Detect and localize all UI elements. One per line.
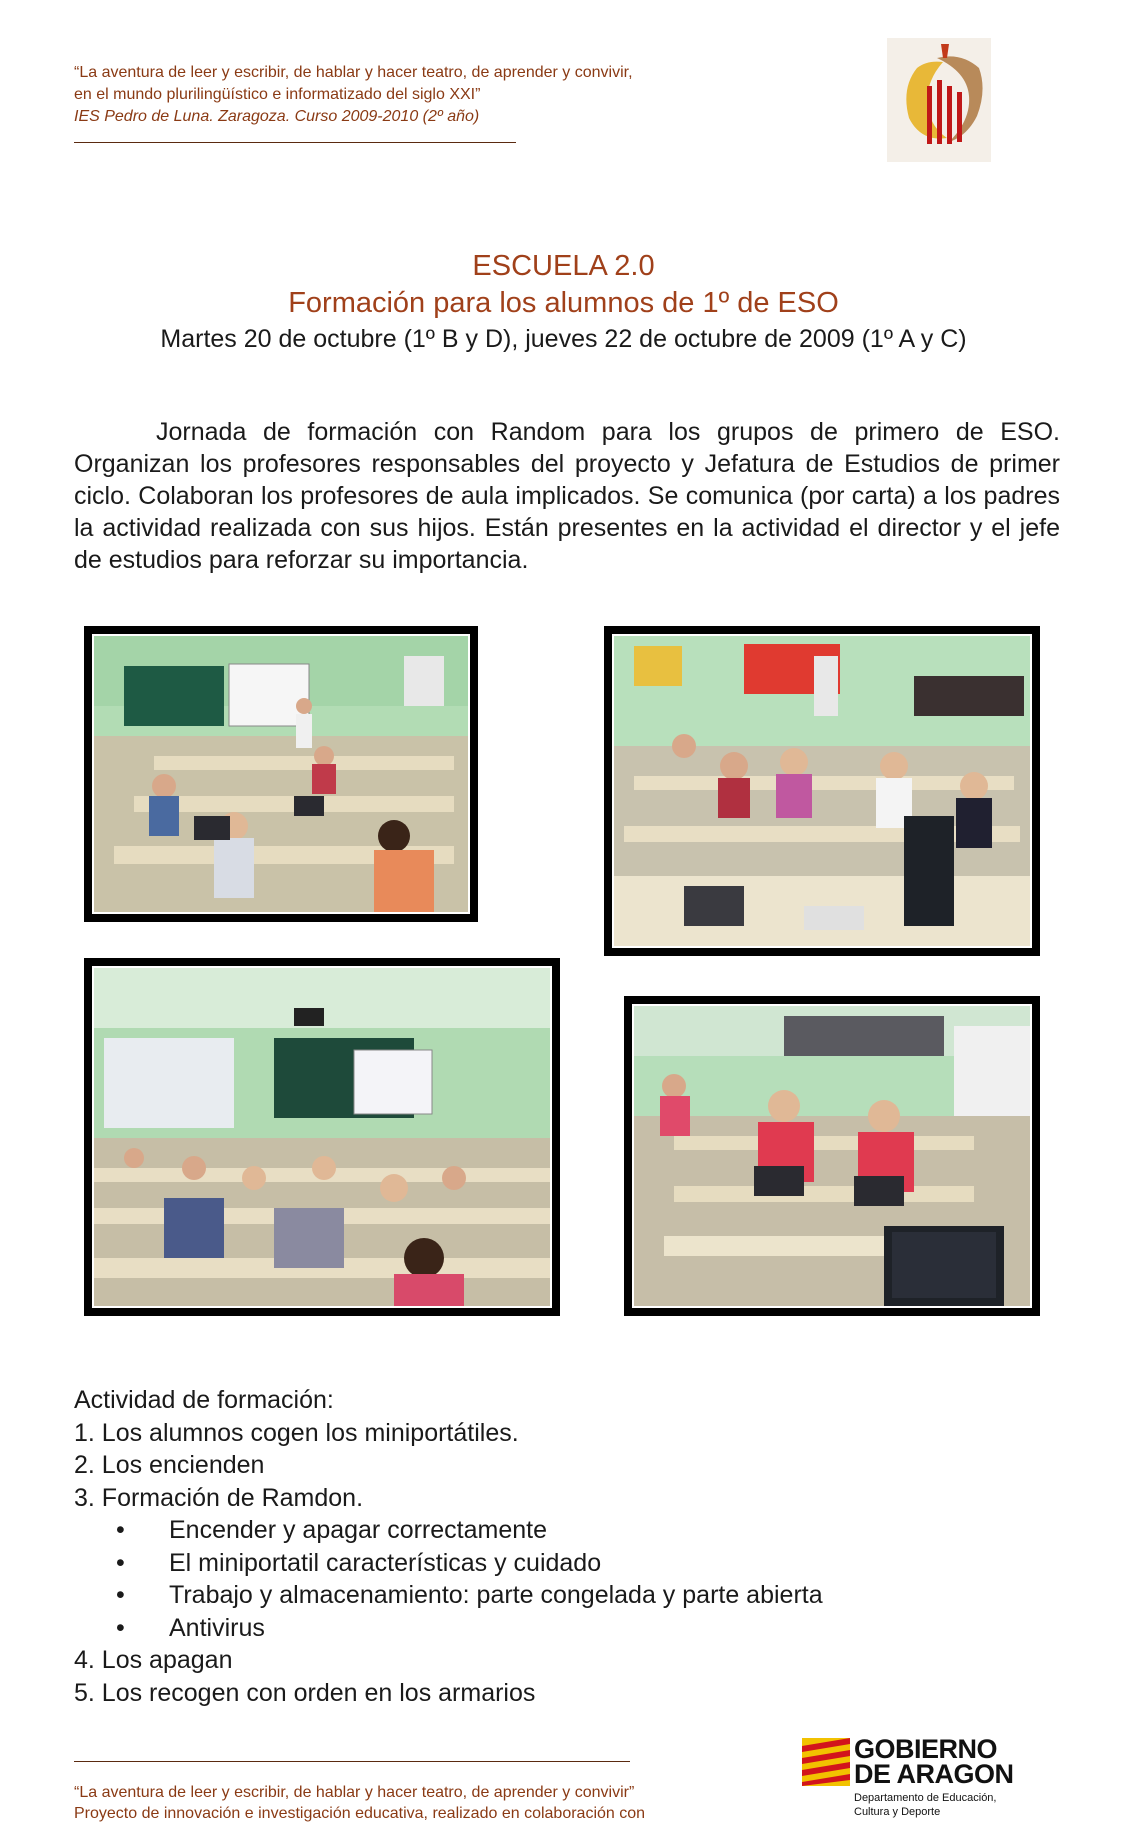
activity-heading: Actividad de formación: <box>74 1386 334 1414</box>
footer-divider <box>74 1761 630 1762</box>
activity-step-5: 5. Los recogen con orden en los armarios <box>74 1678 536 1707</box>
classroom-photo-1 <box>84 626 478 922</box>
page-title: ESCUELA 2.0 <box>472 250 655 282</box>
school-logo <box>887 38 991 162</box>
gobierno-aragon-logo <box>802 1736 1032 1822</box>
department-line-1: Departamento de Educación, <box>854 1792 997 1804</box>
bullet-text: El miniportatil características y cuidado <box>169 1548 602 1577</box>
intro-paragraph: Jornada de formación con Random para los grupos de primero de ESO. Organizan los profesores responsables del proyecto y Jefatura de Estudios de primer ciclo. Colaboran los profesores de aula implicados. Se comunica (por carta) a los padres la actividad realizada con sus hijos. Están presentes en la actividad el director y el jefe de estudios para reforzar su importancia. <box>74 418 1060 574</box>
bullet-text: Trabajo y almacenamiento: parte congelada y parte abierta <box>169 1581 823 1609</box>
activity-bullet-item <box>74 1612 1024 1645</box>
gobierno-line-1: GOBIERNO <box>854 1734 998 1764</box>
page-subtitle: Formación para los alumnos de 1º de ESO <box>288 287 839 319</box>
event-dates: Martes 20 de octubre (1º B y D), jueves 22 de octubre de 2009 (1º A y C) <box>160 325 967 353</box>
gobierno-line-2: DE ARAGON <box>854 1759 1014 1789</box>
footer-line-2: Proyecto de innovación e investigación educativa, realizado en colaboración con <box>74 1805 646 1822</box>
activity-step-3: 3. Formación de Ramdon. <box>74 1483 364 1512</box>
page-header <box>74 62 774 128</box>
classroom-photo-3 <box>84 958 560 1316</box>
activity-step-1: 1. Los alumnos cogen los miniportátiles. <box>74 1418 519 1447</box>
header-line-3: IES Pedro de Luna. Zaragoza. Curso 2009-2010 (2º año) <box>74 108 480 125</box>
department-line-2: Cultura y Deporte <box>854 1806 941 1818</box>
activity-bullet-item <box>74 1579 1024 1612</box>
bullet-text: Antivirus <box>169 1613 265 1642</box>
activity-step-4: 4. Los apagan <box>74 1646 233 1674</box>
activity-bullet-item <box>74 1547 1024 1580</box>
header-divider <box>74 142 516 143</box>
bullet-marker: • <box>116 1516 125 1544</box>
header-line-1: “La aventura de leer y escribir, de hablar y hacer teatro, de aprender y convivir, <box>74 64 633 81</box>
bullet-text: Encender y apagar correctamente <box>169 1516 547 1544</box>
title-block <box>0 248 1127 356</box>
classroom-photo-4 <box>624 996 1040 1316</box>
page-footer <box>74 1782 794 1824</box>
bullet-marker: • <box>116 1548 125 1577</box>
aragon-flag-icon <box>802 1738 850 1786</box>
classroom-photo-2 <box>604 626 1040 956</box>
activity-bullet-item <box>74 1514 1024 1547</box>
footer-line-1: “La aventura de leer y escribir, de hablar y hacer teatro, de aprender y convivir” <box>74 1784 635 1801</box>
bullet-marker: • <box>116 1613 125 1642</box>
activity-list <box>74 1384 1024 1709</box>
header-line-2: en el mundo plurilingüístico e informatizado del siglo XXI” <box>74 86 481 103</box>
bullet-marker: • <box>116 1581 125 1609</box>
activity-step-2: 2. Los encienden <box>74 1451 265 1479</box>
gobierno-department <box>854 1791 1034 1819</box>
